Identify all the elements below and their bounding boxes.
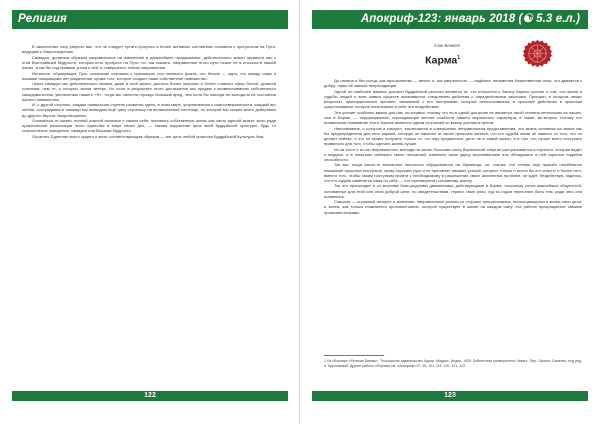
right-page-number: 123 [312,391,588,401]
left-column [22,44,276,140]
footnote: 1 Из сборника «Религия Бирмы». Теософское издательство Адьяр, Мадрас, Индия, 1929. Библиотека университета Чикаго. Пер. Оксаны Саменко, под ред. К. Кругляковой. Другие работы сборника см. «Апокриф» 97, 98, 101, 118, 120, 121, 122. [324,359,582,368]
right-paragraph: Так это происходит и со многими благородными движениями, действующими в Бирме, поскольку сотни важнейших общностей, основанных для этой или иной доброй цели, по свидетельствам, теряют свою роль, год за годом перестают быть тем, ради чего они появились. [324,183,582,199]
right-column [324,78,582,215]
left-paragraph: В заключение хочу уверить вас, что не следует путать прогресс в более активных состояниях сознания с прогрессом на Пути, ведущем к Умиротворению. [22,44,276,55]
right-header: Апокриф-123: январь 2018 (☯ 5.3 е.л.) [312,10,588,29]
right-paragraph: Одной из наиболее важных доктрин буддийской религии является та, что относится к Закону Кармы; учение о том, что жизни и судьбы людей и всех живых существ оказываются следствием действия с определёнными законами. Принцип, в котором лежит результат, пропорционален причине, связанный с его поступками, которые использовались в прошлых действиях в прошлом существовании, которое испытывает в себе эти воздействия. [324,88,582,110]
right-paragraph: Из-за этого и из-за неправильного взгляда на жизнь большая часть бирманской энергии растрачивается в глупости, которая ведёт к неудаче, а в попытках избежать своих несчастий, изменить свою удачу жертвованием или обнаружить в ней скрытые подобия способности. [324,146,582,162]
left-page-number: 122 [12,391,288,401]
article-title-text: Карма [425,54,458,67]
right-paragraph: До начала и без конца, как пространство — вечна, и, как уверенность — надёжна, неизменна божественная сила, что движется к добру; лишь её законы непреходящие. [324,78,582,89]
left-paragraph: Через самадхи мы действительно можем, даже в этой жизни, достичь более широких и более славных сфер бытия, уровней сознания, чем те, о которых знали теперь. Но если в результате этого достижения мы придем к возвеличиванию собственного самодовольства, увеличению нашего «Я», тогда мы нанесли гораздо больший вред, чем если бы никогда не выходили из состояния нашего невежества. [22,81,276,102]
right-paragraph: Непонимание, о котором я говорил, заключается в совершенно неправильном представлении, что жизнь человека на земле как бы предопределена для него кармой, которую он накопил от своих прошлых жизней; что его судьба никак не зависит от того, что он делает сейчас, и что он может получить только то, что ему предписано, дело не в самой жизни, а в том, что лучше всего поступать правильно для того, чтобы сделать жизнь лучше. [324,125,582,147]
left-paragraph: Самадхи, должным образом направленное на изменение и дальнейшее продвижение, действительно может привести нас к этой Высочайшей Мудрости, которая есть прогресс на Пути; но, так сказать, направление этого пути лежит не в плоскости нашей жизни, а как бы под прямым углом к ней; в совершенно новом направлении. [22,54,276,71]
right-paragraph: Сначала — огромный интерес и волнение: направленные усилия со стороны прогрессивных, воплощающихся в жизнь свои цели; а затем, как только появляется противостояние, которое существует в жизни на каждом шагу, эта работа прекращается самими провозвестниками. [324,199,582,215]
left-paragraph: И, с другой стороны, каждая наивысшая ступень развития здесь, в этом мире, устремленная к самоотверженности; каждый акт любви, сострадания и помощи мы возводим ещё одну ступеньку на великолепной лестнице, по которой мы скорее всего доберемся до другого берега Умиротворения. [22,102,276,118]
author-name: Алан Беннет [433,43,460,48]
article-heading [398,43,460,68]
right-paragraph: Эта учение особенно важно для нас, во-первых, потому что ни в одной доктрине не является такой степени непохожим на наших, чем в Бирме, — недоразумение, порождающее многие слабости нашего морального характера; а также, во-вторых, потому что правильное понимание этого Закона является одним из ключей ко всему учению в целом. [324,109,582,126]
left-paragraph: Истинное, образующее Путь осознание сознания к признанию того великого факта, что Жизнь — одно; что между нами и нашими товарищами нет разделения, кроме того, которое создает наше собственное невежество. [22,70,276,81]
title-footnote-mark: 1 [457,55,460,61]
article-title [398,52,460,68]
left-paragraph: Осознать Единство всего сущего и жить соответствующим образом — вот цель любой практики Буддийской Культуры Ума. [32,134,265,139]
wax-seal-icon [523,39,552,68]
footnote-divider [324,355,384,356]
right-paragraph: Так вот, когда какое-то внезапное несчастье обрушивается на бирманца, он, считая, что теперь ему пришёл неизбежное наказание прошлых поступков, сразу опускает руки и не прилагает никаких усилий, которые только и могли бы его спасти; и более того, вместо того, чтобы своим поступком прийти к необходимому в разрешении своих жизненных проблем, он ждёт, бездействуя, надеясь, что его судьба изменится сама по себе — что противоречит основному закону. [324,162,582,183]
left-header: Религия [12,10,288,29]
left-paragraph: Отказаться от жизни, полной ложной иллюзии о самом себе; понимать собственную жизнь как часть единой жизни; жить ради практической реализации этого единства в мире своих дел, — такова подлинная цель всей буддийской культуры, будь то сознательное поведение, самадхи или Высшая Мудрость. [22,118,276,134]
